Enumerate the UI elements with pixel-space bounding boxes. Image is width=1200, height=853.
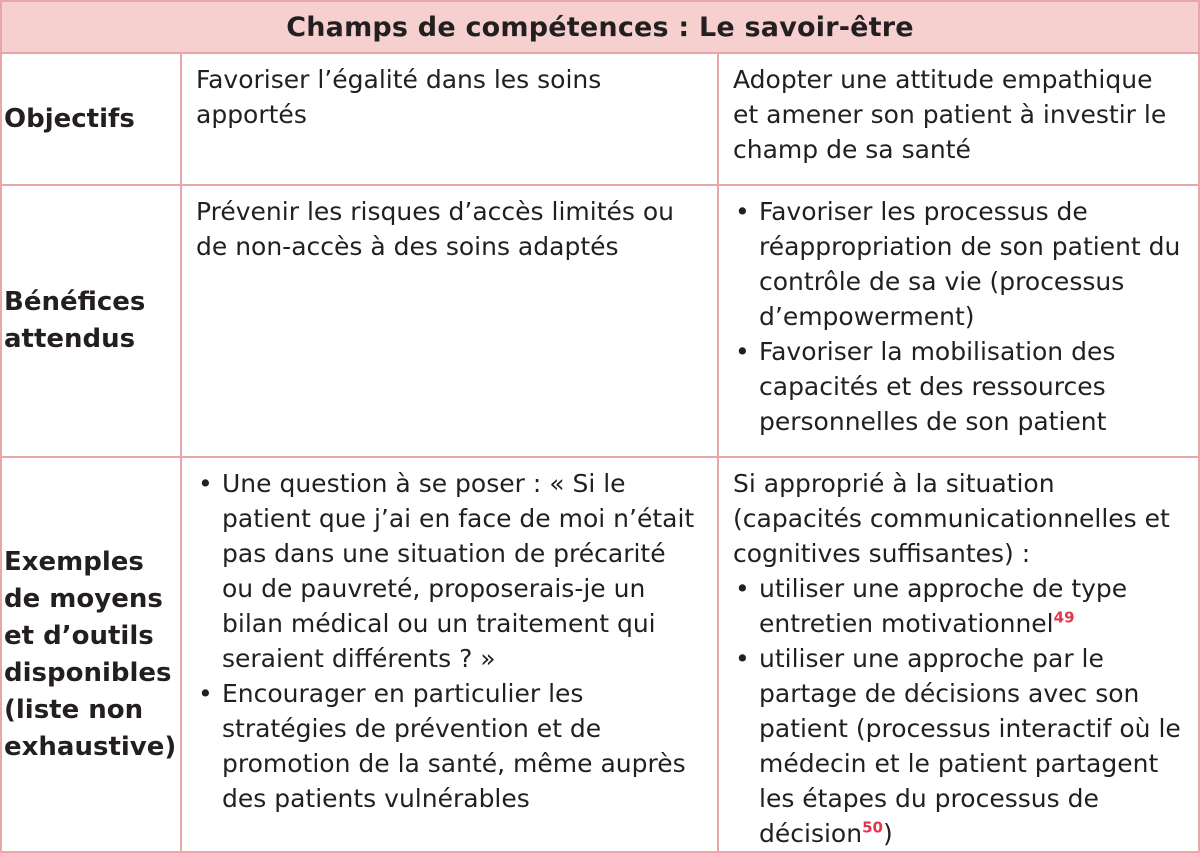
exemples-list-col1 [196, 466, 703, 816]
exemples-col1 [181, 457, 718, 852]
exemples-list-col2 [733, 571, 1184, 851]
table-row [1, 53, 1199, 185]
table-row [1, 457, 1199, 852]
title-row [1, 1, 1199, 53]
benefices-list [733, 194, 1184, 439]
benefices-col1: Prévenir les risques d’accès limités ou de non-accès à des soins adaptés [181, 185, 718, 457]
reference-49: 49 [1053, 608, 1075, 627]
benefices-col2 [718, 185, 1199, 457]
list-item: • Une question à se poser : « Si le patient que j’ai en face de moi n’était pas dans une situation de précarité ou de pauvreté, proposerais-je un bilan médical ou un traitement qui seraient différents ? » [196, 466, 703, 676]
objectifs-col2: Adopter une attitude empathique et amener son patient à investir le champ de sa santé [718, 53, 1199, 185]
item-text: utiliser une approche de type entretien motivationnel [759, 574, 1128, 638]
list-item: • Favoriser les processus de réappropriation de son patient du contrôle de sa vie (processus d’empowerment) [733, 194, 1184, 334]
row-header-exemples: Exemples de moyens et d’outils disponibles (liste non exhaustive) [1, 457, 181, 852]
list-item [733, 641, 1184, 851]
table-row [1, 185, 1199, 457]
list-item: • Encourager en particulier les stratégies de prévention et de promotion de la santé, même auprès des patients vulnérables [196, 676, 703, 816]
item-close: ) [882, 819, 893, 848]
item-text: utiliser une approche par le partage de décisions avec son patient (processus interactif où le médecin et le patient partagent les étapes du processus de décision [759, 644, 1181, 848]
exemples-intro: Si approprié à la situation (capacités communicationnelles et cognitives suffisantes) : [733, 469, 1170, 568]
row-header-objectifs: Objectifs [1, 53, 181, 185]
row-header-benefices: Bénéfices attendus [1, 185, 181, 457]
exemples-col2 [718, 457, 1199, 852]
objectifs-col1: Favoriser l’égalité dans les soins apportés [181, 53, 718, 185]
list-item [733, 571, 1184, 641]
list-item: • Favoriser la mobilisation des capacités et des ressources personnelles de son patient [733, 334, 1184, 439]
reference-50: 50 [862, 818, 883, 837]
table-title: Champs de compétences : Le savoir-être [1, 1, 1199, 53]
